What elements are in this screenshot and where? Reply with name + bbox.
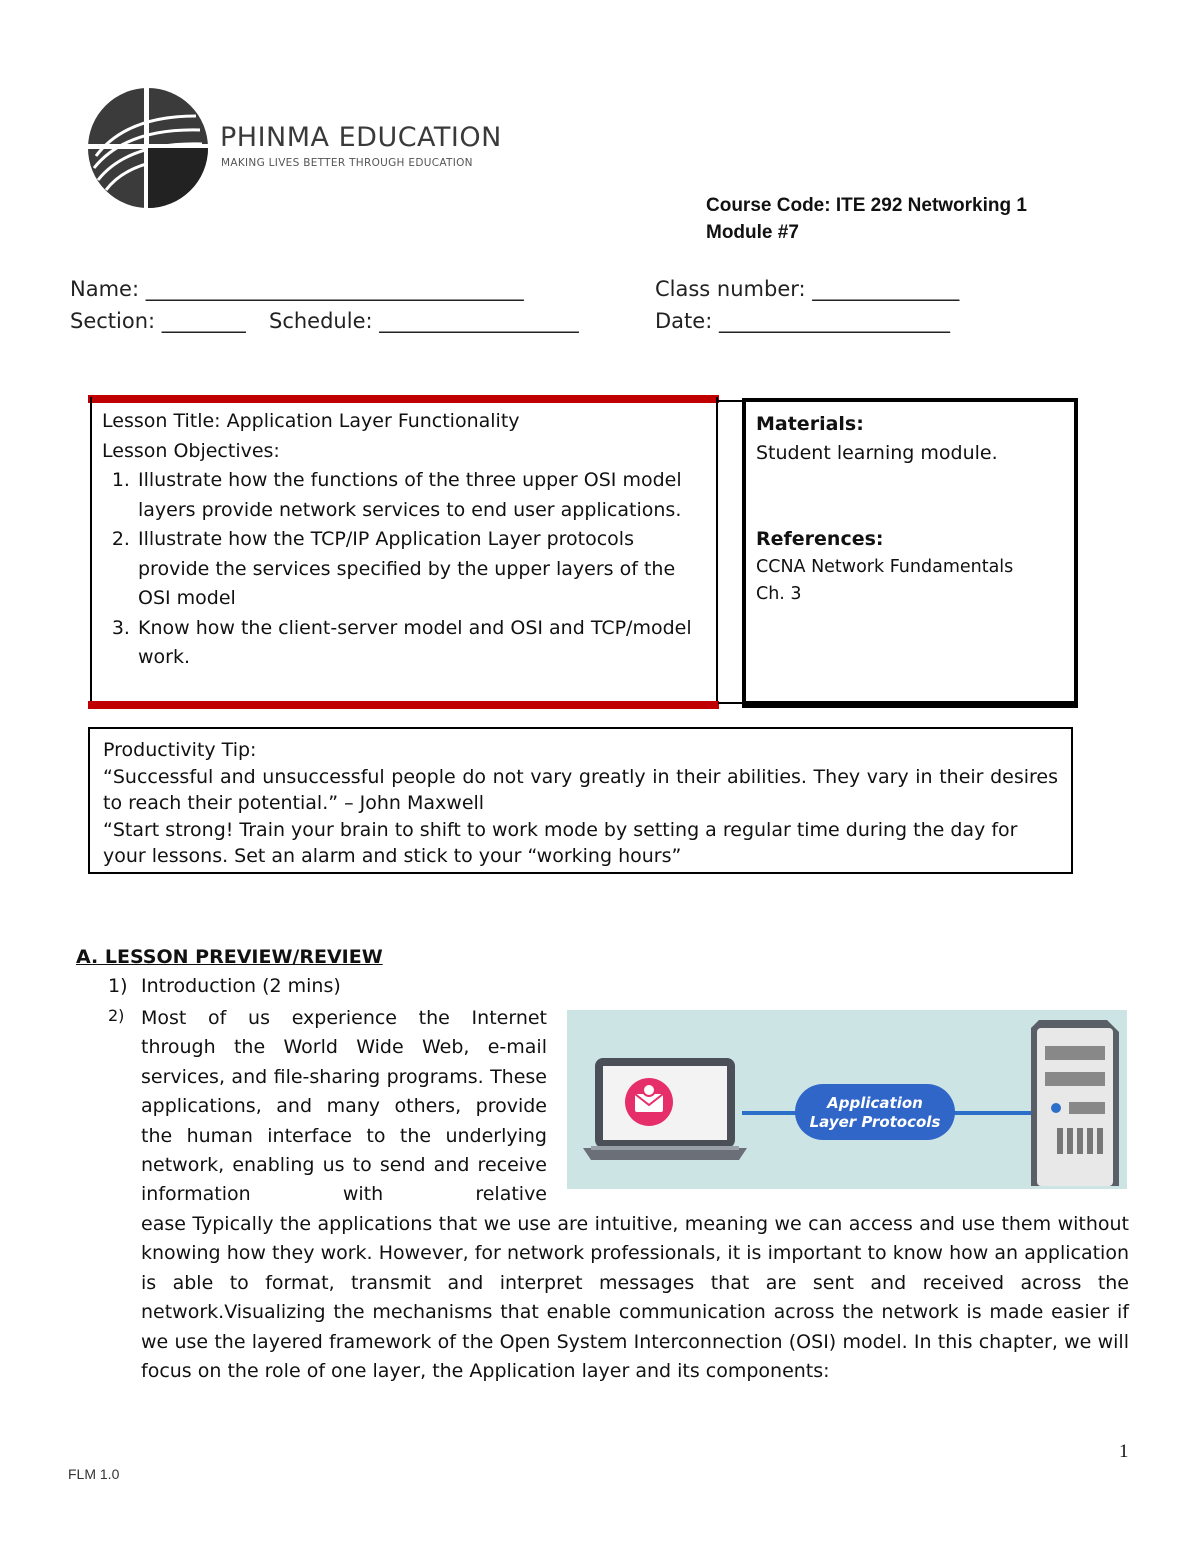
intro-paragraph-part-1: Most of us experience the Internet through the World Wide Web, e-mail services, and file-sharing programs. These applications, and many others, provide the human interface to the underlying network, enabling us to send and receive information with relative [141, 1007, 547, 1206]
materials-label: Materials: [756, 413, 864, 435]
class-number-field[interactable]: Class number: ______________ [655, 277, 960, 301]
references-label: References: [756, 528, 884, 550]
intro-paragraph-part-2: ease Typically the applications that we use are intuitive, meaning we can access and use them without knowing how they work. However, for network professionals, it is important to know how an application is able to format, transmit and interpret messages that are sent and received across the network.Visualizing the mechanisms that enable communication across the network is made easier if we use the layered framework of the Open System Interconnection (OSI) model. In this chapter, we will focus on the role of one layer, the Application layer and its components: [141, 1213, 1129, 1383]
phinma-logo-mark-icon [86, 86, 212, 210]
item-1-number: 1) [108, 975, 128, 997]
module-number: Module #7 [706, 222, 799, 243]
network-diagram [567, 1010, 1127, 1189]
references-line-1: CCNA Network Fundamentals [756, 557, 1014, 577]
course-code: Course Code: ITE 292 Networking 1 [706, 195, 1027, 216]
email-icon [625, 1078, 673, 1126]
lesson-box-bottom-border [88, 701, 719, 709]
lesson-objectives-list [102, 466, 706, 673]
logo-tagline: MAKING LIVES BETTER THROUGH EDUCATION [221, 157, 473, 169]
productivity-tip-box [88, 727, 1073, 874]
figure-label-line-1: Application [827, 1094, 923, 1112]
tip-quote: “Successful and unsuccessful people do not vary greatly in their abilities. They vary in their desires to reach their potential.” – John Maxwell [103, 765, 1058, 814]
phinma-logo [86, 86, 212, 210]
protocol-pill [795, 1084, 955, 1140]
course-info [706, 192, 1027, 246]
objective-item: 1. Illustrate how the functions of the three upper OSI model layers provide network services to end user applications. [136, 466, 706, 525]
version-label: FLM 1.0 [68, 1466, 120, 1482]
application-layer-figure [567, 1010, 1127, 1189]
item-1-text: Introduction (2 mins) [141, 975, 341, 997]
lesson-title: Lesson Title: Application Layer Functionality [102, 410, 520, 432]
figure-label-line-2: Layer Protocols [809, 1113, 941, 1131]
box-connector [718, 400, 744, 704]
materials-text: Student learning module. [756, 442, 998, 464]
lesson-objectives-label: Lesson Objectives: [102, 439, 280, 462]
name-field[interactable]: Name: ____________________________________ [70, 277, 524, 301]
page-number: 1 [1119, 1441, 1129, 1462]
tip-label: Productivity Tip: [103, 739, 257, 761]
server-icon [1031, 1020, 1119, 1186]
materials-box [742, 398, 1078, 708]
schedule-field[interactable]: Schedule: ___________________ [269, 309, 579, 333]
logo-name: PHINMA EDUCATION [220, 122, 502, 153]
references-line-2: Ch. 3 [756, 584, 802, 604]
objective-item: 2. Illustrate how the TCP/IP Application Layer protocols provide the services specified by the upper layers of the OSI model [136, 525, 706, 614]
section-field[interactable]: Section: ________ [70, 309, 246, 333]
lesson-box [90, 397, 718, 707]
objective-item: 3. Know how the client-server model and OSI and TCP/model work. [136, 614, 706, 673]
tip-advice: “Start strong! Train your brain to shift to work mode by setting a regular time during the day for your lessons. Set an alarm and stick to your “working hours” [103, 818, 1018, 867]
item-2-number: 2) [108, 1006, 125, 1025]
date-field[interactable]: Date: ______________________ [655, 309, 950, 333]
section-heading: A. LESSON PREVIEW/REVIEW [76, 946, 383, 968]
